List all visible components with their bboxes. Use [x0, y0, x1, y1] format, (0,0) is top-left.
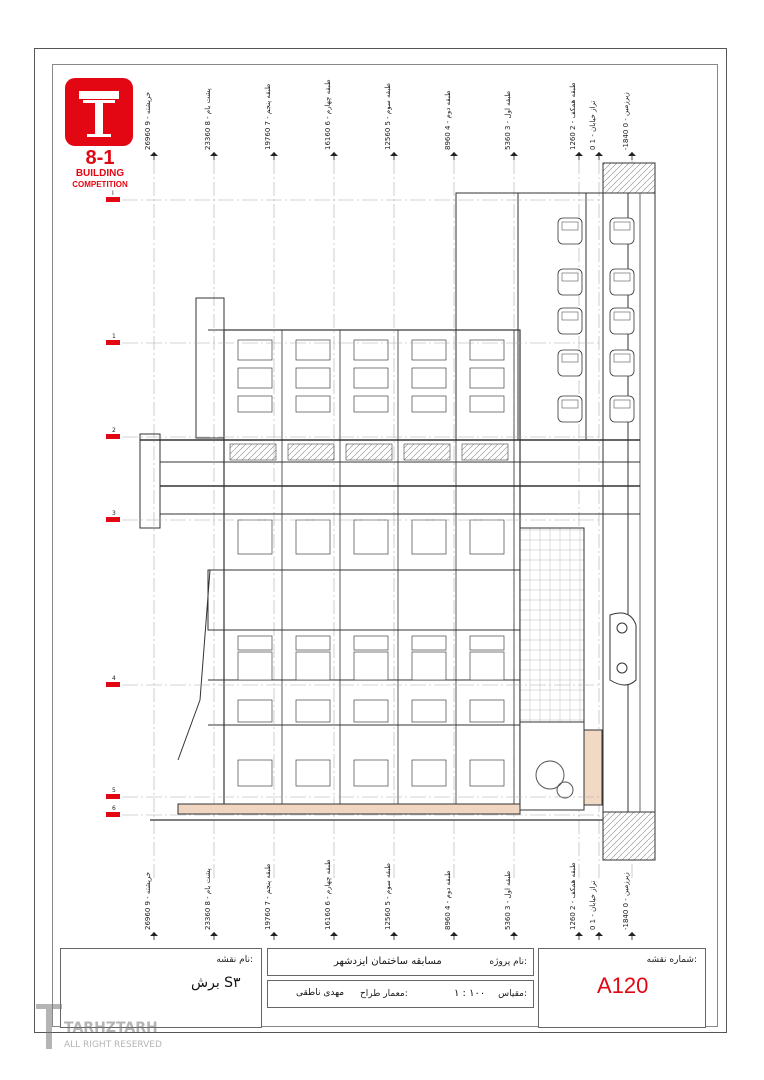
level-elevation: 19760 — [264, 905, 272, 930]
level-arrow — [270, 932, 278, 936]
level-arrow — [595, 932, 603, 936]
level-arrow — [575, 932, 583, 936]
grid-mark-bar — [106, 517, 120, 522]
level-label — [589, 101, 603, 160]
parked-car-front — [610, 350, 634, 376]
level-label — [144, 872, 158, 940]
level-arrow — [330, 932, 338, 936]
courtyard — [520, 528, 602, 810]
grid-mark-label: 6 — [112, 805, 116, 812]
level-label — [504, 90, 518, 160]
level-label — [622, 92, 636, 160]
level-elevation: 19760 — [264, 125, 272, 150]
level-arrow — [330, 152, 338, 156]
level-name: 2 - طبقه همکف — [569, 862, 577, 910]
logo-word-competition: COMPETITION — [72, 180, 128, 189]
level-label — [444, 870, 458, 940]
level-label-text — [384, 83, 392, 150]
level-arrow — [450, 152, 458, 156]
level-elevation: 8960 — [444, 129, 452, 150]
grid-mark-bar — [106, 197, 120, 202]
architect-scale-box — [267, 980, 534, 1008]
level-elevation: 5360 — [504, 129, 512, 150]
unit-column — [404, 330, 456, 814]
grid-mark-label: 4 — [112, 675, 116, 682]
level-label-text — [324, 79, 332, 150]
project-name: مسابقه ساختمان ایزدشهر — [334, 956, 442, 967]
level-label-text — [204, 88, 212, 150]
grid-mark-bar — [106, 812, 120, 817]
level-elevation: 1260 — [569, 129, 577, 150]
level-elevation: 26960 — [144, 905, 152, 930]
level-arrow — [390, 152, 398, 156]
grid-mark — [106, 510, 600, 522]
level-name: 7 - طبقه پنجم — [264, 83, 272, 126]
level-name: 3 - طبقه اول — [504, 870, 512, 910]
grid-mark — [106, 427, 600, 439]
level-name: 4 - طبقه دوم — [444, 870, 452, 910]
level-label-text — [384, 863, 392, 930]
level-label-text — [444, 90, 452, 150]
grid-mark-label: 2 — [112, 427, 116, 434]
level-arrow — [628, 932, 636, 936]
level-name: 8 - پشت بام — [204, 88, 212, 126]
sheet-name: برش S۳ — [191, 975, 241, 991]
level-name: 1 - تراز خیابان — [589, 100, 597, 144]
grid-mark-bar — [106, 340, 120, 345]
architect-label: معمار طراح: — [360, 989, 408, 999]
level-label — [444, 90, 458, 160]
logo-number: 8-1 — [85, 147, 115, 169]
level-label-text — [589, 101, 597, 150]
level-label-text — [622, 92, 630, 150]
level-label — [144, 92, 158, 160]
level-elevation: 26960 — [144, 125, 152, 150]
level-label-text — [144, 92, 152, 150]
grid-mark — [106, 333, 600, 345]
logo-word-building: BUILDING — [75, 168, 125, 179]
drawing-number-label: شماره نقشه: — [646, 955, 697, 965]
level-label — [204, 868, 218, 940]
parked-car-front — [610, 396, 634, 422]
level-arrow — [510, 152, 518, 156]
level-label-text — [504, 90, 512, 150]
level-arrow — [150, 932, 158, 936]
drawing-number: A120 — [597, 973, 649, 998]
level-label-text — [264, 863, 272, 930]
level-elevation: 12560 — [384, 125, 392, 150]
drawing-number-box — [538, 948, 706, 1028]
level-name: 0 - زیرزمین — [622, 872, 630, 908]
parked-car-front — [558, 308, 582, 334]
retaining-wall — [603, 163, 655, 860]
level-name: 6 - طبقه چهارم — [324, 79, 332, 126]
level-elevation: 12560 — [384, 905, 392, 930]
scale-label: مقیاس: — [498, 989, 527, 999]
level-label-text — [504, 870, 512, 930]
level-name: 3 - طبقه اول — [504, 90, 512, 130]
project-name-box — [267, 948, 534, 976]
level-label — [504, 870, 518, 940]
level-label — [204, 88, 218, 160]
grid-mark-bar — [106, 794, 120, 799]
level-name: 9 - خرپشته — [144, 871, 152, 906]
level-elevation: 8960 — [444, 909, 452, 930]
level-name: 5 - طبقه سوم — [384, 83, 392, 126]
level-elevation: 23360 — [204, 125, 212, 150]
grid-mark-label: 3 — [112, 510, 116, 517]
parked-car-front — [558, 396, 582, 422]
grid-mark — [106, 190, 600, 202]
level-elevation: -1840 — [622, 907, 630, 930]
level-label — [622, 872, 636, 940]
parked-car-front — [610, 308, 634, 334]
level-elevation: -1840 — [622, 127, 630, 150]
level-elevation: 5360 — [504, 909, 512, 930]
parked-car-front — [610, 269, 634, 295]
level-name: 1 - تراز خیابان — [589, 880, 597, 924]
unit-column — [346, 330, 398, 814]
tarhztarh-watermark — [30, 1002, 180, 1054]
level-name: 7 - طبقه پنجم — [264, 863, 272, 906]
level-arrow — [150, 152, 158, 156]
level-elevation: 0 — [589, 923, 597, 930]
level-name: 4 - طبقه دوم — [444, 90, 452, 130]
grid-mark-label: I — [112, 190, 114, 197]
level-elevation: 16160 — [324, 125, 332, 150]
level-elevation: 0 — [589, 143, 597, 150]
level-arrow — [575, 152, 583, 156]
sheet-name-label: نام نقشه: — [216, 955, 253, 965]
level-name: 0 - زیرزمین — [622, 92, 630, 128]
level-name: 2 - طبقه همکف — [569, 82, 577, 130]
level-label — [569, 862, 583, 940]
level-label — [384, 863, 398, 940]
watermark-brand: TARHZTARH — [64, 1020, 158, 1036]
level-label-text — [144, 872, 152, 930]
architect-name: مهدی ناطقی — [296, 988, 345, 998]
parked-car-front — [610, 218, 634, 244]
level-arrow — [510, 932, 518, 936]
grid-mark-bar — [106, 682, 120, 687]
parked-car-front — [558, 269, 582, 295]
unit-column — [288, 330, 340, 814]
level-arrow — [270, 152, 278, 156]
level-label — [324, 859, 338, 940]
level-label-text — [589, 881, 597, 930]
grid-mark-label: 5 — [112, 787, 116, 794]
level-name: 8 - پشت بام — [204, 868, 212, 906]
level-name: 9 - خرپشته — [144, 91, 152, 126]
level-label-text — [204, 868, 212, 930]
unit-column — [462, 330, 514, 814]
parked-car-front — [558, 218, 582, 244]
watermark-tagline: ALL RIGHT RESERVED — [64, 1040, 162, 1050]
level-label-text — [569, 862, 577, 930]
level-elevation: 23360 — [204, 905, 212, 930]
level-label — [384, 83, 398, 160]
level-arrow — [210, 152, 218, 156]
level-label-text — [622, 872, 630, 930]
level-elevation: 1260 — [569, 909, 577, 930]
grid-mark-label: 1 — [112, 333, 116, 340]
residential-units — [208, 330, 520, 814]
level-label — [264, 863, 278, 940]
level-label-text — [444, 870, 452, 930]
level-arrow — [595, 152, 603, 156]
level-label — [569, 82, 583, 160]
level-arrow — [390, 932, 398, 936]
scale-value: ۱ : ۱۰۰ — [454, 988, 486, 999]
level-label — [264, 83, 278, 160]
level-name: 6 - طبقه چهارم — [324, 859, 332, 906]
level-label — [324, 79, 338, 160]
level-label-text — [264, 83, 272, 150]
level-arrow — [628, 152, 636, 156]
level-arrow — [210, 932, 218, 936]
grid-mark-bar — [106, 434, 120, 439]
level-label — [589, 881, 603, 940]
parked-car — [610, 613, 636, 685]
level-label-text — [324, 859, 332, 930]
level-name: 5 - طبقه سوم — [384, 863, 392, 906]
project-name-label: نام پروژه: — [489, 957, 527, 967]
level-elevation: 16160 — [324, 905, 332, 930]
level-label-text — [569, 82, 577, 150]
parked-car-front — [558, 350, 582, 376]
level-arrow — [450, 932, 458, 936]
